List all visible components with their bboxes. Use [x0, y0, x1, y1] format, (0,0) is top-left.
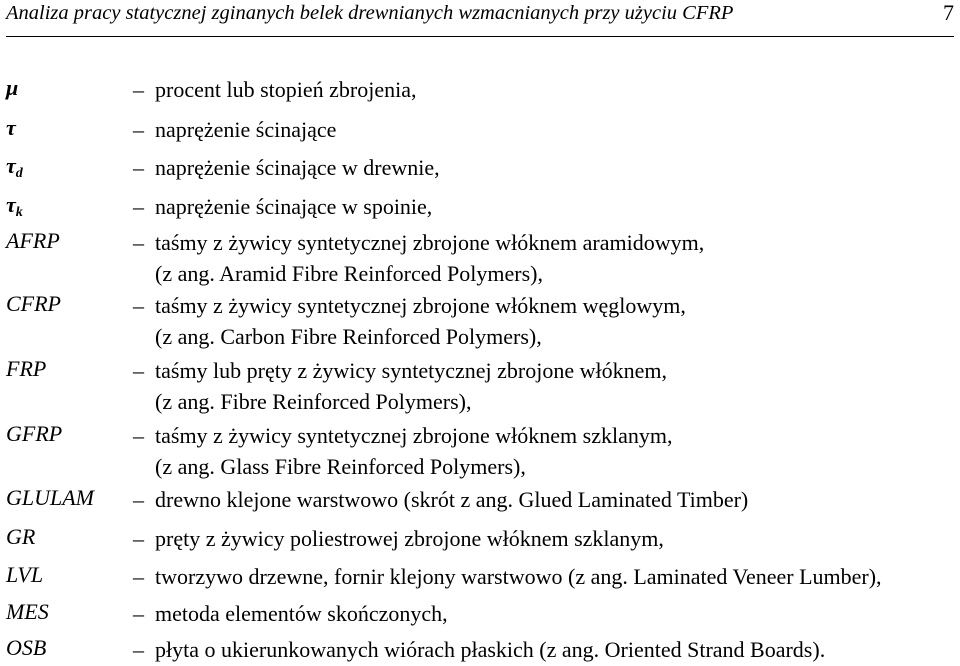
symbol: MES [6, 599, 49, 624]
symbol-description: – płyta o ukierunkowanych wiórach płaskich (z ang. Oriented Strand Boards). [133, 637, 826, 662]
symbol-description: – naprężenie ścinające [133, 117, 337, 142]
symbol: $\tau_k$ [6, 192, 23, 220]
symbol: τ [6, 115, 16, 140]
symbol: LVL [6, 562, 44, 587]
symbol-description: – drewno klejone warstwowo (skrót z ang. Glued Laminated Timber) [133, 487, 749, 512]
symbol: GLULAM [6, 485, 95, 510]
symbol-description: – taśmy z żywicy syntetycznej zbrojone włóknem węglowym, (z ang. Carbon Fibre Reinforced Polymers), [133, 293, 686, 349]
symbol-description: – naprężenie ścinające w drewnie, [133, 155, 440, 180]
page-number: 7 [943, 0, 954, 25]
symbol: OSB [6, 635, 47, 660]
symbol-description: – pręty z żywicy poliestrowej zbrojone włóknem szklanym, [133, 526, 664, 551]
symbol: FRP [6, 356, 47, 381]
symbol: GR [6, 524, 36, 549]
symbol: AFRP [6, 228, 60, 253]
symbol-description: – taśmy lub pręty z żywicy syntetycznej zbrojone włóknem, (z ang. Fibre Reinforced Polymers), [133, 358, 667, 414]
symbol-description: – taśmy z żywicy syntetycznej zbrojone włóknem aramidowym, (z ang. Aramid Fibre Reinforced Polymers), [133, 230, 705, 286]
symbol: GFRP [6, 421, 63, 446]
symbol: $\tau_d$ [6, 153, 23, 181]
symbol: CFRP [6, 291, 61, 316]
symbol-description: – procent lub stopień zbrojenia, [133, 77, 417, 102]
symbol: μ [6, 75, 19, 100]
symbol-description: – taśmy z żywicy syntetycznej zbrojone włóknem szklanym, (z ang. Glass Fibre Reinforced Polymers), [133, 423, 673, 479]
symbol-description: – tworzywo drzewne, fornir klejony warstwowo (z ang. Laminated Veneer Lumber), [133, 564, 882, 589]
symbol-description: – metoda elementów skończonych, [133, 601, 448, 626]
running-title: Analiza pracy statycznej zginanych belek drewnianych wzmacnianych przy użyciu CFRP [6, 2, 734, 24]
symbol-description: – naprężenie ścinające w spoinie, [133, 194, 433, 219]
